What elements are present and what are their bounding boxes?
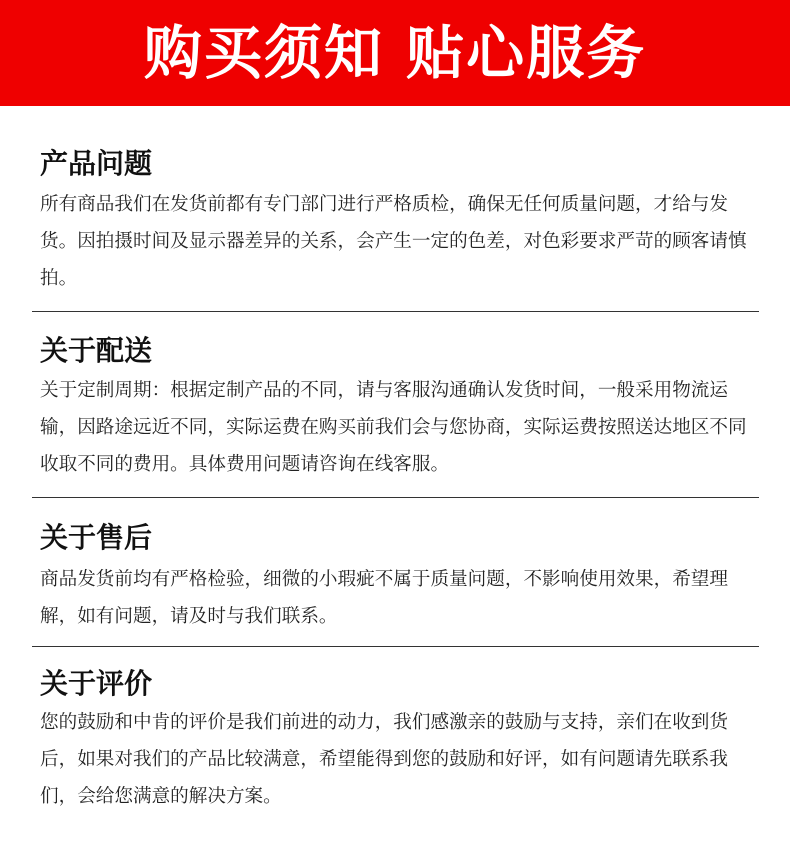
section-body: 所有商品我们在发货前都有专门部门进行严格质检，确保无任何质量问题，才给与发货。因拍摄时间及显示器差异的关系，会产生一定的色差，对色彩要求严苛的顾客请慎拍。 xyxy=(40,194,747,289)
section-heading: 关于评价 xyxy=(40,667,153,700)
section-body: 商品发货前均有严格检验，细微的小瑕疵不属于质量问题，不影响使用效果，希望理解，如有问题，请及时与我们联系。 xyxy=(40,569,728,627)
banner-title: 购买须知 贴心服务 xyxy=(143,19,647,87)
section-body: 关于定制周期：根据定制产品的不同，请与客服沟通确认发货时间，一般采用物流运输，因路途远近不同，实际运费在购买前我们会与您协商，实际运费按照送达地区不同收取不同的费用。具体费用问题请咨询在线客服。 xyxy=(40,380,747,475)
header-banner xyxy=(0,0,790,106)
section-heading: 关于售后 xyxy=(40,521,153,554)
section-divider xyxy=(32,311,759,312)
section-divider xyxy=(32,646,759,647)
section-heading: 产品问题 xyxy=(40,147,153,180)
section-heading: 关于配送 xyxy=(40,334,153,367)
section-divider xyxy=(32,497,759,498)
section-body: 您的鼓励和中肯的评价是我们前进的动力，我们感激亲的鼓励与支持，亲们在收到货后，如果对我们的产品比较满意，希望能得到您的鼓励和好评，如有问题请先联系我们，会给您满意的解决方案。 xyxy=(40,712,728,807)
